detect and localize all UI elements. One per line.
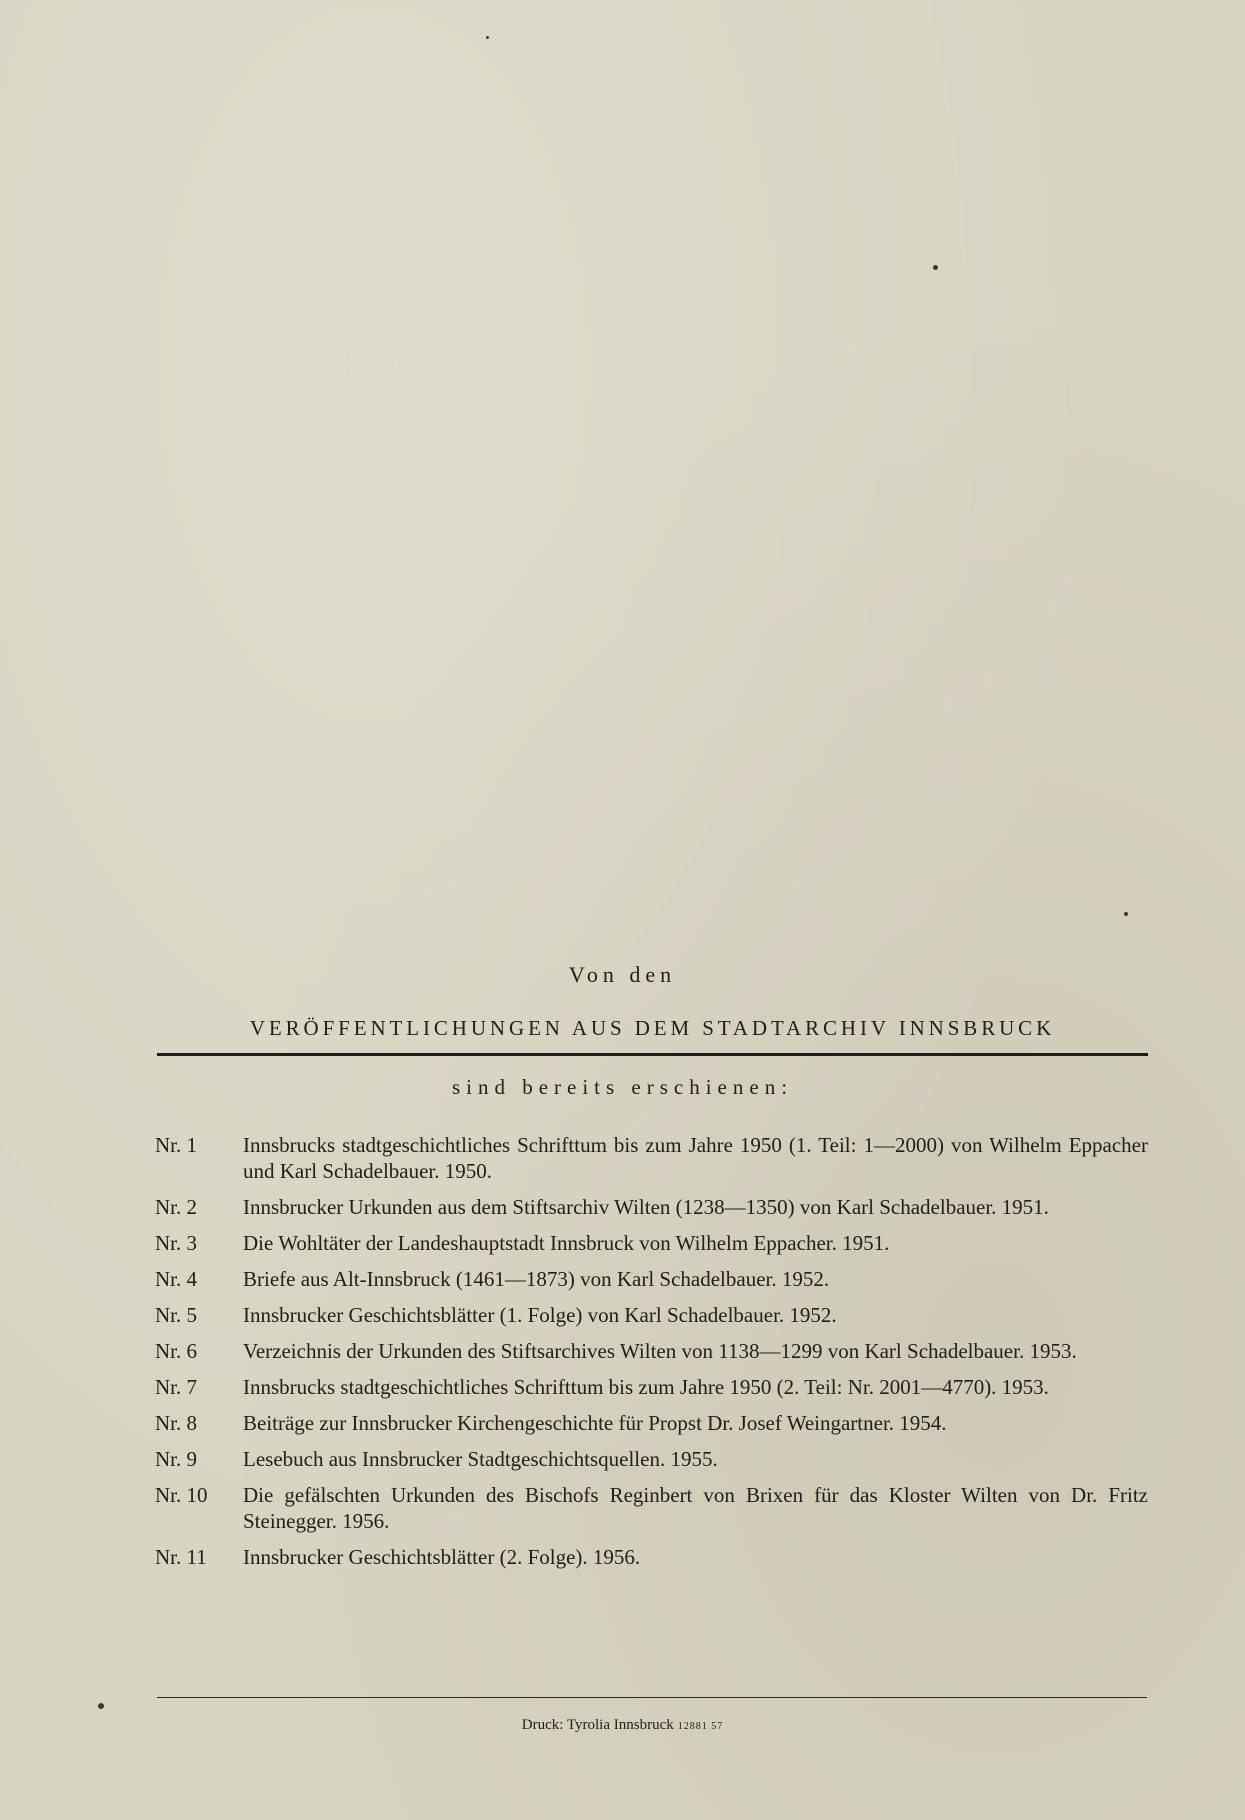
paper-speck bbox=[1124, 912, 1128, 916]
footer-rule bbox=[157, 1697, 1147, 1698]
list-item bbox=[155, 1374, 1148, 1400]
paper-speck bbox=[486, 36, 489, 39]
series-title: VERÖFFENTLICHUNGEN AUS DEM STADTARCHIV INNSBRUCK bbox=[249, 1016, 1056, 1040]
publication-list bbox=[155, 1132, 1148, 1580]
printer-name: Druck: Tyrolia Innsbruck bbox=[521, 1717, 674, 1733]
list-item bbox=[155, 1194, 1148, 1220]
entry-text: Briefe aus Alt-Innsbruck (1461—1873) von Karl Schadelbauer. 1952. bbox=[243, 1267, 830, 1291]
paper-speck bbox=[933, 265, 938, 270]
subtitle: sind bereits erschienen: bbox=[451, 1075, 794, 1099]
list-item bbox=[155, 1482, 1148, 1534]
entry-text: Die gefälschten Urkunden des Bischofs Reginbert von Brixen für das Kloster Wilten von Dr. Fritz Steinegger. 1956. bbox=[243, 1483, 1148, 1533]
list-item bbox=[155, 1338, 1148, 1364]
entry-number: Nr. 10 bbox=[155, 1483, 208, 1507]
list-item bbox=[155, 1230, 1148, 1256]
entry-number: Nr. 3 bbox=[155, 1231, 197, 1255]
entry-number: Nr. 11 bbox=[155, 1545, 207, 1569]
entry-number: Nr. 7 bbox=[155, 1375, 197, 1399]
heading-rule bbox=[157, 1053, 1148, 1056]
list-item bbox=[155, 1302, 1148, 1328]
entry-number: Nr. 5 bbox=[155, 1303, 197, 1327]
list-item bbox=[155, 1410, 1148, 1436]
entry-number: Nr. 2 bbox=[155, 1195, 197, 1219]
list-item bbox=[155, 1132, 1148, 1184]
entry-text: Die Wohltäter der Landeshauptstadt Innsbruck von Wilhelm Eppacher. 1951. bbox=[243, 1231, 890, 1255]
entry-text: Innsbrucker Urkunden aus dem Stiftsarchiv Wilten (1238—1350) von Karl Schadelbauer. 1951. bbox=[243, 1195, 1049, 1219]
paper-speck bbox=[98, 1703, 104, 1709]
entry-number: Nr. 9 bbox=[155, 1447, 197, 1471]
entry-number: Nr. 1 bbox=[155, 1133, 197, 1157]
list-item bbox=[155, 1266, 1148, 1292]
entry-text: Innsbrucks stadtgeschichtliches Schrifttum bis zum Jahre 1950 (2. Teil: Nr. 2001—4770). 1953. bbox=[243, 1375, 1049, 1399]
intro-heading: Von den bbox=[568, 962, 677, 987]
entry-text: Lesebuch aus Innsbrucker Stadtgeschichtsquellen. 1955. bbox=[243, 1447, 718, 1471]
entry-number: Nr. 4 bbox=[155, 1267, 197, 1291]
list-item bbox=[155, 1446, 1148, 1472]
entry-text: Innsbrucker Geschichtsblätter (2. Folge). 1956. bbox=[243, 1545, 641, 1569]
entry-text: Verzeichnis der Urkunden des Stiftsarchives Wilten von 1138—1299 von Karl Schadelbauer. 1953. bbox=[243, 1339, 1077, 1363]
entry-number: Nr. 6 bbox=[155, 1339, 197, 1363]
entry-number: Nr. 8 bbox=[155, 1411, 197, 1435]
printer-imprint bbox=[0, 1717, 1245, 1734]
entry-text: Innsbrucks stadtgeschichtliches Schrifttum bis zum Jahre 1950 (1. Teil: 1—2000) von Wilhelm Eppacher und Karl Schadelbauer. 1950. bbox=[243, 1133, 1148, 1183]
list-item bbox=[155, 1544, 1148, 1570]
print-code: 12881 57 bbox=[677, 1721, 724, 1732]
entry-text: Innsbrucker Geschichtsblätter (1. Folge) von Karl Schadelbauer. 1952. bbox=[243, 1303, 837, 1327]
entry-text: Beiträge zur Innsbrucker Kirchengeschichte für Propst Dr. Josef Weingartner. 1954. bbox=[243, 1411, 947, 1435]
